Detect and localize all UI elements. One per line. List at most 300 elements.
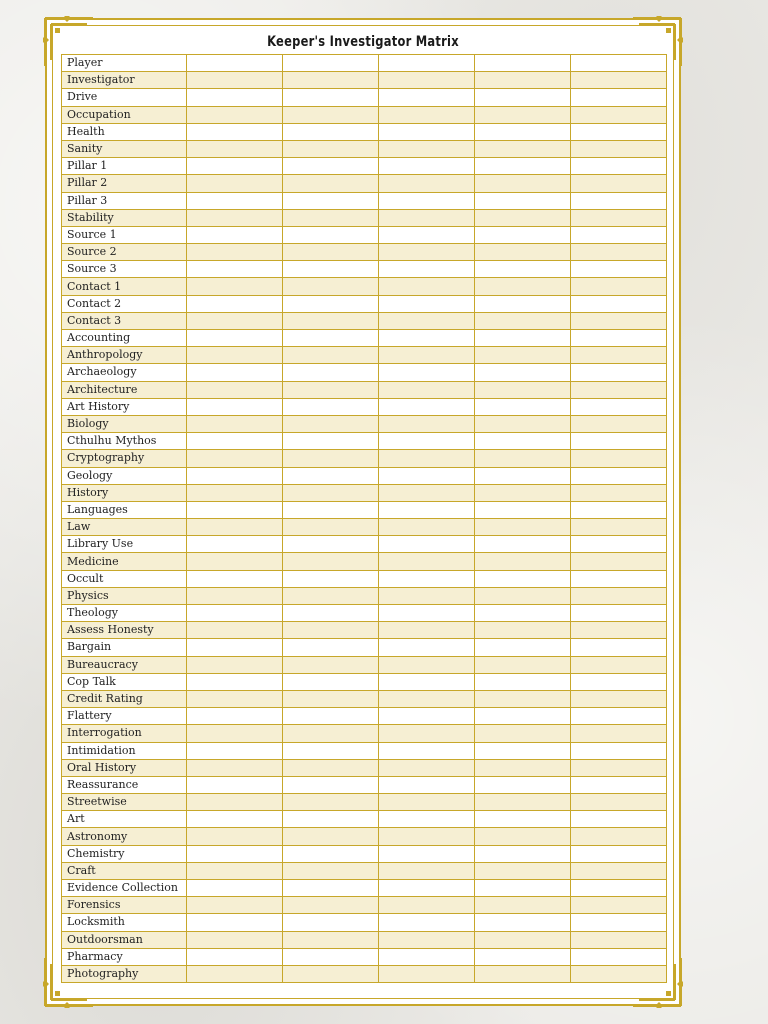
investigator-cell[interactable] (475, 278, 571, 295)
investigator-cell[interactable] (187, 295, 283, 312)
investigator-cell[interactable] (379, 948, 475, 965)
investigator-cell[interactable] (379, 244, 475, 261)
investigator-cell[interactable] (475, 364, 571, 381)
row-label: Intimidation (62, 742, 187, 759)
investigator-cell[interactable] (379, 89, 475, 106)
investigator-cell[interactable] (475, 605, 571, 622)
investigator-cell[interactable] (187, 467, 283, 484)
investigator-cell[interactable] (379, 330, 475, 347)
investigator-cell[interactable] (283, 742, 379, 759)
investigator-cell[interactable] (187, 931, 283, 948)
investigator-cell[interactable] (475, 192, 571, 209)
investigator-cell[interactable] (283, 553, 379, 570)
investigator-cell[interactable] (283, 639, 379, 656)
table-row (62, 811, 667, 828)
investigator-cell[interactable] (571, 794, 667, 811)
matrix-sheet (45, 18, 681, 1006)
investigator-cell[interactable] (283, 914, 379, 931)
investigator-cell[interactable] (571, 673, 667, 690)
investigator-cell[interactable] (379, 553, 475, 570)
investigator-cell[interactable] (571, 244, 667, 261)
row-label: Craft (62, 862, 187, 879)
investigator-cell[interactable] (187, 570, 283, 587)
investigator-cell[interactable] (187, 364, 283, 381)
investigator-cell[interactable] (475, 759, 571, 776)
investigator-cell[interactable] (283, 536, 379, 553)
investigator-cell[interactable] (187, 175, 283, 192)
table-row (62, 123, 667, 140)
investigator-cell[interactable] (187, 226, 283, 243)
investigator-cell[interactable] (283, 656, 379, 673)
investigator-cell[interactable] (283, 140, 379, 157)
investigator-cell[interactable] (571, 742, 667, 759)
investigator-cell[interactable] (283, 55, 379, 72)
investigator-cell[interactable] (571, 708, 667, 725)
investigator-cell[interactable] (475, 880, 571, 897)
investigator-cell[interactable] (379, 536, 475, 553)
investigator-cell[interactable] (379, 776, 475, 793)
investigator-cell[interactable] (475, 398, 571, 415)
investigator-cell[interactable] (187, 123, 283, 140)
investigator-cell[interactable] (379, 278, 475, 295)
investigator-cell[interactable] (475, 519, 571, 536)
investigator-cell[interactable] (283, 295, 379, 312)
investigator-cell[interactable] (571, 639, 667, 656)
investigator-cell[interactable] (283, 931, 379, 948)
investigator-cell[interactable] (187, 192, 283, 209)
investigator-cell[interactable] (475, 587, 571, 604)
investigator-cell[interactable] (187, 725, 283, 742)
investigator-cell[interactable] (379, 656, 475, 673)
investigator-cell[interactable] (379, 123, 475, 140)
investigator-cell[interactable] (571, 690, 667, 707)
investigator-cell[interactable] (283, 519, 379, 536)
investigator-cell[interactable] (379, 725, 475, 742)
investigator-cell[interactable] (379, 639, 475, 656)
investigator-cell[interactable] (187, 605, 283, 622)
investigator-cell[interactable] (475, 312, 571, 329)
investigator-cell[interactable] (571, 897, 667, 914)
investigator-cell[interactable] (475, 89, 571, 106)
investigator-cell[interactable] (379, 433, 475, 450)
investigator-cell[interactable] (283, 381, 379, 398)
investigator-cell[interactable] (571, 433, 667, 450)
investigator-cell[interactable] (187, 140, 283, 157)
investigator-cell[interactable] (475, 244, 571, 261)
investigator-cell[interactable] (187, 708, 283, 725)
investigator-cell[interactable] (379, 570, 475, 587)
investigator-cell[interactable] (571, 828, 667, 845)
investigator-cell[interactable] (283, 828, 379, 845)
investigator-cell[interactable] (379, 295, 475, 312)
investigator-cell[interactable] (379, 501, 475, 518)
investigator-cell[interactable] (475, 536, 571, 553)
row-label: Oral History (62, 759, 187, 776)
investigator-cell[interactable] (187, 880, 283, 897)
investigator-cell[interactable] (187, 536, 283, 553)
investigator-cell[interactable] (475, 897, 571, 914)
investigator-cell[interactable] (571, 725, 667, 742)
investigator-cell[interactable] (379, 261, 475, 278)
investigator-cell[interactable] (475, 347, 571, 364)
investigator-cell[interactable] (571, 209, 667, 226)
investigator-cell[interactable] (379, 914, 475, 931)
investigator-cell[interactable] (571, 330, 667, 347)
row-label: Source 1 (62, 226, 187, 243)
investigator-cell[interactable] (283, 948, 379, 965)
investigator-cell[interactable] (283, 570, 379, 587)
investigator-cell[interactable] (187, 450, 283, 467)
investigator-cell[interactable] (283, 72, 379, 89)
investigator-cell[interactable] (187, 776, 283, 793)
investigator-cell[interactable] (379, 312, 475, 329)
row-label: Source 2 (62, 244, 187, 261)
investigator-cell[interactable] (475, 965, 571, 982)
investigator-cell[interactable] (571, 364, 667, 381)
investigator-cell[interactable] (283, 708, 379, 725)
investigator-cell[interactable] (379, 605, 475, 622)
investigator-cell[interactable] (475, 175, 571, 192)
investigator-cell[interactable] (571, 914, 667, 931)
investigator-cell[interactable] (187, 72, 283, 89)
investigator-cell[interactable] (379, 845, 475, 862)
investigator-cell[interactable] (475, 501, 571, 518)
investigator-cell[interactable] (187, 312, 283, 329)
investigator-cell[interactable] (571, 415, 667, 432)
investigator-cell[interactable] (283, 450, 379, 467)
investigator-cell[interactable] (283, 811, 379, 828)
investigator-cell[interactable] (571, 605, 667, 622)
investigator-cell[interactable] (187, 965, 283, 982)
investigator-cell[interactable] (571, 398, 667, 415)
investigator-cell[interactable] (475, 467, 571, 484)
investigator-cell[interactable] (475, 622, 571, 639)
row-label: Chemistry (62, 845, 187, 862)
investigator-cell[interactable] (571, 845, 667, 862)
investigator-cell[interactable] (571, 347, 667, 364)
investigator-cell[interactable] (283, 605, 379, 622)
investigator-cell[interactable] (187, 553, 283, 570)
investigator-cell[interactable] (571, 587, 667, 604)
investigator-cell[interactable] (283, 725, 379, 742)
investigator-cell[interactable] (187, 519, 283, 536)
investigator-cell[interactable] (283, 433, 379, 450)
investigator-cell[interactable] (475, 72, 571, 89)
row-label: Bureaucracy (62, 656, 187, 673)
investigator-cell[interactable] (187, 862, 283, 879)
investigator-cell[interactable] (187, 845, 283, 862)
investigator-cell[interactable] (379, 364, 475, 381)
investigator-cell[interactable] (283, 484, 379, 501)
investigator-cell[interactable] (283, 244, 379, 261)
investigator-cell[interactable] (283, 312, 379, 329)
investigator-cell[interactable] (571, 295, 667, 312)
investigator-cell[interactable] (283, 192, 379, 209)
investigator-cell[interactable] (475, 570, 571, 587)
investigator-cell[interactable] (283, 776, 379, 793)
investigator-cell[interactable] (571, 467, 667, 484)
investigator-cell[interactable] (187, 244, 283, 261)
investigator-cell[interactable] (379, 140, 475, 157)
investigator-cell[interactable] (379, 794, 475, 811)
investigator-cell[interactable] (187, 484, 283, 501)
investigator-cell[interactable] (475, 845, 571, 862)
investigator-cell[interactable] (379, 55, 475, 72)
investigator-cell[interactable] (379, 622, 475, 639)
investigator-cell[interactable] (571, 175, 667, 192)
investigator-cell[interactable] (475, 415, 571, 432)
investigator-cell[interactable] (283, 845, 379, 862)
investigator-cell[interactable] (379, 862, 475, 879)
investigator-cell[interactable] (187, 330, 283, 347)
investigator-cell[interactable] (283, 209, 379, 226)
investigator-cell[interactable] (475, 639, 571, 656)
investigator-cell[interactable] (571, 622, 667, 639)
investigator-cell[interactable] (475, 158, 571, 175)
row-label: Investigator (62, 72, 187, 89)
investigator-cell[interactable] (571, 776, 667, 793)
investigator-cell[interactable] (283, 158, 379, 175)
investigator-cell[interactable] (571, 501, 667, 518)
investigator-cell[interactable] (283, 501, 379, 518)
investigator-cell[interactable] (379, 72, 475, 89)
investigator-cell[interactable] (283, 794, 379, 811)
investigator-cell[interactable] (475, 55, 571, 72)
row-label: Pillar 2 (62, 175, 187, 192)
investigator-cell[interactable] (187, 261, 283, 278)
investigator-cell[interactable] (379, 811, 475, 828)
investigator-cell[interactable] (379, 467, 475, 484)
investigator-cell[interactable] (187, 811, 283, 828)
investigator-cell[interactable] (571, 55, 667, 72)
investigator-cell[interactable] (379, 828, 475, 845)
investigator-cell[interactable] (475, 794, 571, 811)
investigator-cell[interactable] (475, 330, 571, 347)
investigator-cell[interactable] (187, 381, 283, 398)
investigator-cell[interactable] (475, 140, 571, 157)
row-label: Astronomy (62, 828, 187, 845)
investigator-cell[interactable] (283, 123, 379, 140)
investigator-cell[interactable] (571, 381, 667, 398)
investigator-cell[interactable] (571, 278, 667, 295)
investigator-cell[interactable] (283, 278, 379, 295)
investigator-cell[interactable] (283, 175, 379, 192)
investigator-cell[interactable] (379, 175, 475, 192)
investigator-cell[interactable] (187, 433, 283, 450)
investigator-cell[interactable] (187, 639, 283, 656)
investigator-cell[interactable] (475, 673, 571, 690)
investigator-cell[interactable] (571, 656, 667, 673)
investigator-cell[interactable] (187, 209, 283, 226)
investigator-cell[interactable] (187, 794, 283, 811)
investigator-cell[interactable] (475, 708, 571, 725)
investigator-cell[interactable] (187, 587, 283, 604)
investigator-cell[interactable] (475, 931, 571, 948)
investigator-cell[interactable] (571, 312, 667, 329)
investigator-cell[interactable] (379, 587, 475, 604)
investigator-cell[interactable] (571, 261, 667, 278)
investigator-cell[interactable] (283, 398, 379, 415)
investigator-cell[interactable] (187, 55, 283, 72)
investigator-cell[interactable] (475, 776, 571, 793)
investigator-cell[interactable] (379, 931, 475, 948)
investigator-cell[interactable] (379, 415, 475, 432)
investigator-cell[interactable] (379, 484, 475, 501)
investigator-cell[interactable] (571, 948, 667, 965)
investigator-cell[interactable] (283, 364, 379, 381)
investigator-cell[interactable] (571, 140, 667, 157)
investigator-cell[interactable] (475, 948, 571, 965)
investigator-cell[interactable] (571, 536, 667, 553)
investigator-cell[interactable] (283, 226, 379, 243)
investigator-cell[interactable] (283, 690, 379, 707)
investigator-cell[interactable] (283, 673, 379, 690)
investigator-cell[interactable] (283, 330, 379, 347)
investigator-cell[interactable] (187, 828, 283, 845)
investigator-cell[interactable] (187, 278, 283, 295)
investigator-cell[interactable] (379, 158, 475, 175)
investigator-cell[interactable] (571, 759, 667, 776)
investigator-cell[interactable] (571, 519, 667, 536)
table-row (62, 794, 667, 811)
investigator-cell[interactable] (571, 862, 667, 879)
row-label: Contact 1 (62, 278, 187, 295)
investigator-cell[interactable] (571, 931, 667, 948)
investigator-cell[interactable] (379, 347, 475, 364)
investigator-cell[interactable] (571, 106, 667, 123)
investigator-cell[interactable] (475, 914, 571, 931)
investigator-cell[interactable] (283, 759, 379, 776)
investigator-cell[interactable] (187, 948, 283, 965)
investigator-cell[interactable] (475, 226, 571, 243)
row-label: Streetwise (62, 794, 187, 811)
investigator-cell[interactable] (283, 261, 379, 278)
investigator-cell[interactable] (475, 725, 571, 742)
investigator-cell[interactable] (187, 398, 283, 415)
investigator-cell[interactable] (475, 656, 571, 673)
investigator-cell[interactable] (475, 209, 571, 226)
investigator-cell[interactable] (283, 862, 379, 879)
investigator-cell[interactable] (187, 347, 283, 364)
investigator-cell[interactable] (571, 484, 667, 501)
investigator-cell[interactable] (283, 89, 379, 106)
investigator-cell[interactable] (379, 759, 475, 776)
table-row (62, 673, 667, 690)
row-label: Pillar 1 (62, 158, 187, 175)
investigator-cell[interactable] (475, 106, 571, 123)
row-label: Assess Honesty (62, 622, 187, 639)
investigator-cell[interactable] (379, 106, 475, 123)
investigator-cell[interactable] (379, 381, 475, 398)
row-label: Sanity (62, 140, 187, 157)
investigator-cell[interactable] (187, 673, 283, 690)
investigator-cell[interactable] (379, 897, 475, 914)
investigator-cell[interactable] (187, 742, 283, 759)
investigator-cell[interactable] (187, 759, 283, 776)
investigator-cell[interactable] (379, 226, 475, 243)
investigator-cell[interactable] (187, 158, 283, 175)
investigator-cell[interactable] (475, 828, 571, 845)
investigator-cell[interactable] (571, 72, 667, 89)
investigator-cell[interactable] (379, 690, 475, 707)
investigator-cell[interactable] (187, 897, 283, 914)
investigator-cell[interactable] (571, 811, 667, 828)
investigator-cell[interactable] (475, 433, 571, 450)
investigator-cell[interactable] (187, 690, 283, 707)
investigator-cell[interactable] (571, 965, 667, 982)
investigator-cell[interactable] (571, 192, 667, 209)
investigator-cell[interactable] (475, 261, 571, 278)
investigator-cell[interactable] (283, 587, 379, 604)
investigator-matrix-table (61, 54, 667, 983)
investigator-cell[interactable] (283, 347, 379, 364)
investigator-cell[interactable] (379, 880, 475, 897)
investigator-cell[interactable] (475, 450, 571, 467)
investigator-cell[interactable] (475, 295, 571, 312)
investigator-cell[interactable] (379, 450, 475, 467)
investigator-cell[interactable] (379, 209, 475, 226)
investigator-cell[interactable] (187, 415, 283, 432)
investigator-cell[interactable] (379, 708, 475, 725)
investigator-cell[interactable] (187, 914, 283, 931)
investigator-cell[interactable] (571, 570, 667, 587)
investigator-cell[interactable] (187, 622, 283, 639)
row-label: Outdoorsman (62, 931, 187, 948)
table-row (62, 364, 667, 381)
investigator-cell[interactable] (379, 192, 475, 209)
investigator-cell[interactable] (379, 673, 475, 690)
investigator-cell[interactable] (475, 381, 571, 398)
investigator-cell[interactable] (283, 622, 379, 639)
investigator-cell[interactable] (283, 880, 379, 897)
investigator-cell[interactable] (475, 690, 571, 707)
table-row (62, 880, 667, 897)
investigator-cell[interactable] (283, 965, 379, 982)
investigator-cell[interactable] (283, 467, 379, 484)
investigator-cell[interactable] (187, 89, 283, 106)
row-label: Languages (62, 501, 187, 518)
investigator-cell[interactable] (379, 519, 475, 536)
investigator-cell[interactable] (475, 742, 571, 759)
investigator-cell[interactable] (475, 553, 571, 570)
investigator-cell[interactable] (571, 89, 667, 106)
investigator-cell[interactable] (283, 106, 379, 123)
table-row (62, 776, 667, 793)
investigator-cell[interactable] (571, 450, 667, 467)
investigator-cell[interactable] (187, 501, 283, 518)
investigator-cell[interactable] (283, 415, 379, 432)
investigator-cell[interactable] (379, 965, 475, 982)
investigator-cell[interactable] (571, 123, 667, 140)
investigator-cell[interactable] (571, 553, 667, 570)
investigator-cell[interactable] (475, 123, 571, 140)
investigator-cell[interactable] (475, 862, 571, 879)
row-label: Contact 2 (62, 295, 187, 312)
investigator-cell[interactable] (379, 742, 475, 759)
row-label: Physics (62, 587, 187, 604)
table-row (62, 244, 667, 261)
investigator-cell[interactable] (187, 106, 283, 123)
investigator-cell[interactable] (571, 158, 667, 175)
investigator-cell[interactable] (475, 484, 571, 501)
investigator-cell[interactable] (187, 656, 283, 673)
investigator-cell[interactable] (571, 880, 667, 897)
matrix-body (62, 55, 667, 983)
investigator-cell[interactable] (379, 398, 475, 415)
investigator-cell[interactable] (283, 897, 379, 914)
investigator-cell[interactable] (475, 811, 571, 828)
investigator-cell[interactable] (571, 226, 667, 243)
